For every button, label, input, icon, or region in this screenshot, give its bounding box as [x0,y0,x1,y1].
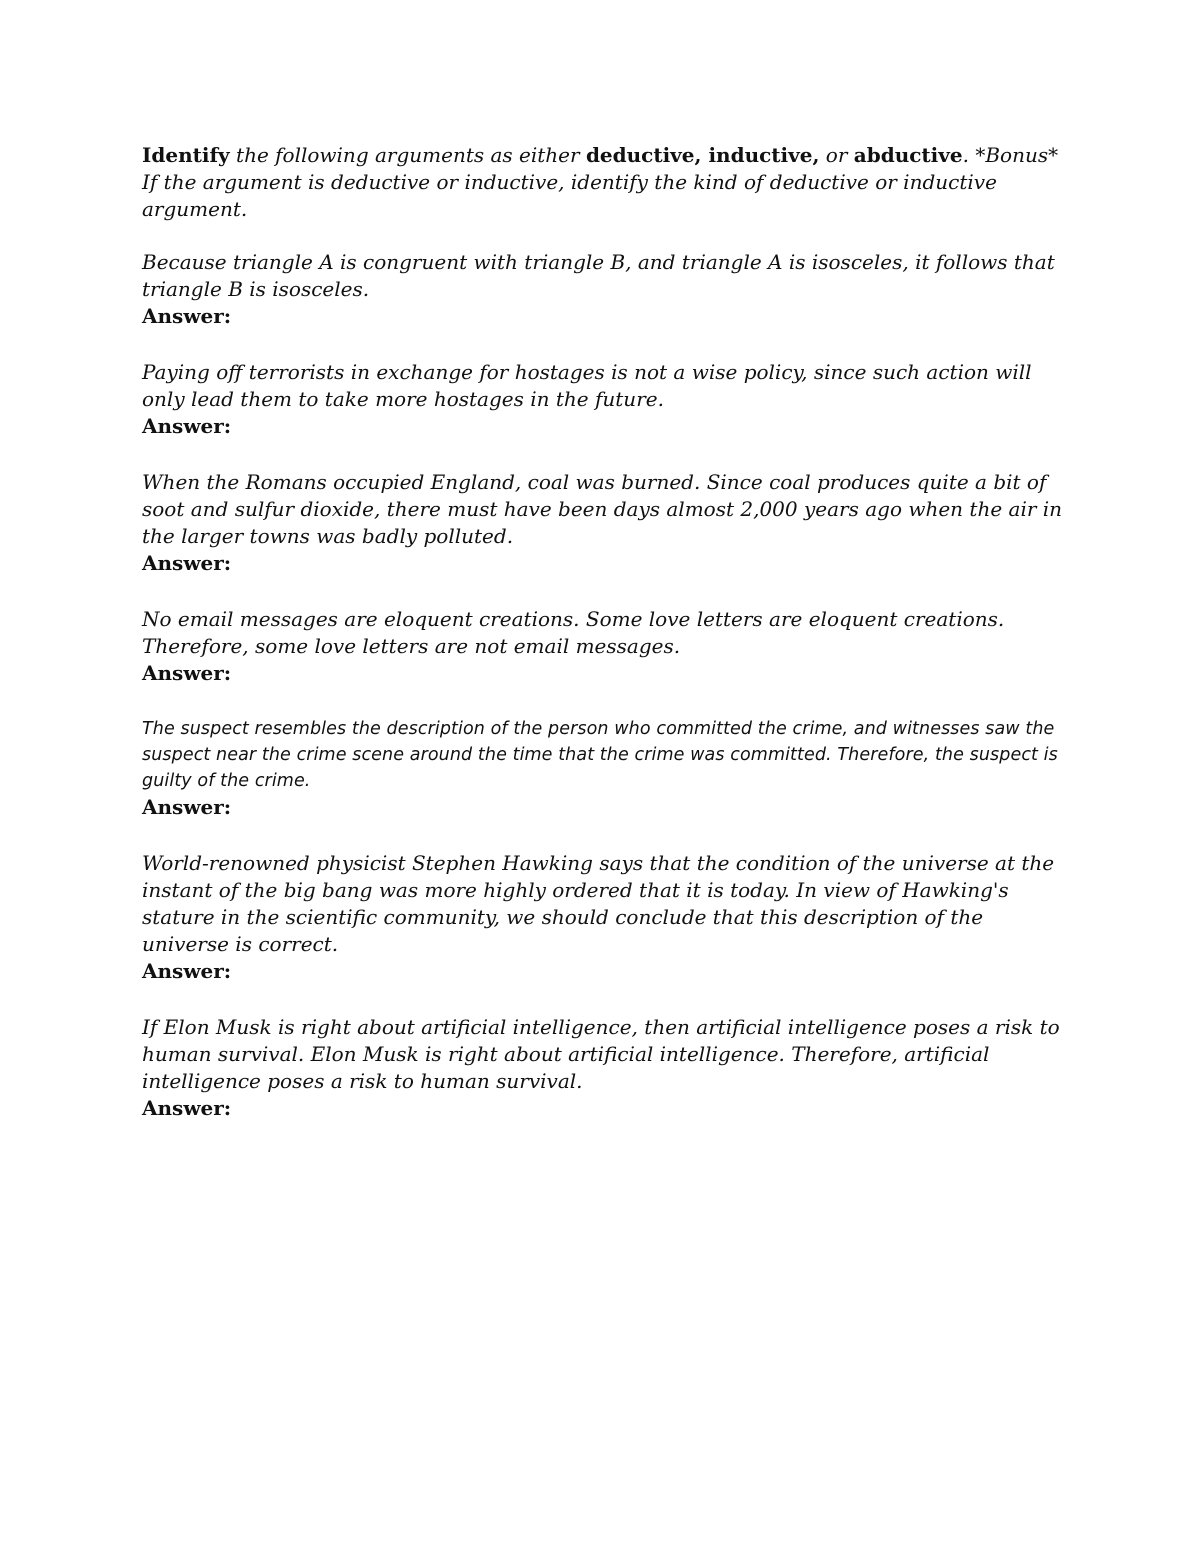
instructions-abductive: abductive [853,143,963,167]
instructions-part: the following arguments as either [229,143,586,167]
question-text: World-renowned physicist Stephen Hawking says that the condition of the universe at the instant of the big bang was more highly ordered that it is today. In view of Hawking's stature in the scientific community, we should conclude that this description of the universe is correct. [142,851,1055,956]
question-7 [142,1014,1072,1122]
question-text: If Elon Musk is right about artificial intelligence, then artificial intelligence poses a risk to human survival. Elon Musk is right about artificial intelligence. Therefore, artificial intelligence poses a risk to human survival. [142,1015,1060,1093]
answer-label: Answer: [142,959,232,983]
question-4 [142,606,1072,687]
answer-label: Answer: [142,414,232,438]
question-3 [142,469,1072,577]
question-text: Paying off terrorists in exchange for hostages is not a wise policy, since such action will only lead them to take more hostages in the future. [142,360,1032,411]
answer-label: Answer: [142,795,232,819]
document-page [142,142,1072,1151]
question-6 [142,850,1072,985]
instructions-bonus: . *Bonus* If the argument is deductive or inductive, identify the kind of deductive or inductive argument. [142,143,1059,221]
question-text: No email messages are eloquent creations. Some love letters are eloquent creations. Therefore, some love letters are not email messages. [142,607,1005,658]
instructions-or: or [819,143,854,167]
instructions [142,142,1072,223]
question-1 [142,249,1072,330]
answer-label: Answer: [142,661,232,685]
question-5 [142,716,1072,821]
instructions-types: deductive, inductive, [585,143,820,167]
question-2 [142,359,1072,440]
question-text: When the Romans occupied England, coal was burned. Since coal produces quite a bit of soot and sulfur dioxide, there must have been days almost 2,000 years ago when the air in the larger towns was badly polluted. [142,470,1063,548]
answer-label: Answer: [142,1096,232,1120]
instructions-identify: Identify [142,143,230,167]
question-text: The suspect resembles the description of the person who committed the crime, and witnesses saw the suspect near the crime scene around the time that the crime was committed. Therefore, the suspect is guilty of the crime. [142,719,1058,791]
question-text: Because triangle A is congruent with triangle B, and triangle A is isosceles, it follows that triangle B is isosceles. [142,250,1055,301]
answer-label: Answer: [142,304,232,328]
answer-label: Answer: [142,551,232,575]
